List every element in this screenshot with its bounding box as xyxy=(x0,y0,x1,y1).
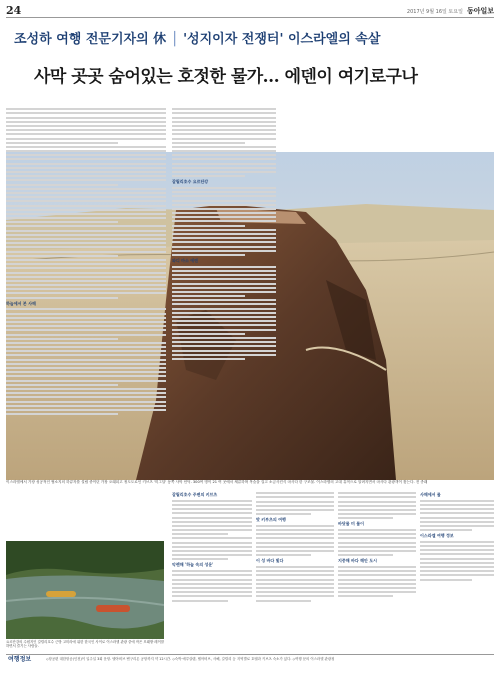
main-photo-caption: 이스라엘에서 가장 성공적인 협소지의 하류자를 설립 중이던 가장 오래되고 정도도로인 키브츠 '미그달' 동쪽 사막 언덕. 300여 명이 21 여 곳에서 체류하며 목숨을 걸고 소금사진식 마사다 한 구조물. 이스라엘의 고대 유적으로 알려지면서 마사다 관광객이 찾는다. 전 종래 xyxy=(6,480,428,484)
page-number: 24 xyxy=(6,4,22,17)
subhead-9: 지중해 바다 해안 도시 xyxy=(338,558,377,564)
page-header xyxy=(6,4,494,18)
river-photo-caption: 요르단강의 수원지인 갈릴리호수 근방 고미라에 위한 한국인 사이로 이스라엘 관광 중에 작은 모래밭 레이를 하면서 즐기는 사람들. xyxy=(6,640,165,648)
dateline-text: 2017년 9월 16일 토요일 xyxy=(406,9,463,15)
travel-info-title: 여행정보 xyxy=(8,656,32,663)
travel-info-box xyxy=(6,654,494,684)
subhead-8: 바닷물 미 물이 xyxy=(338,521,364,527)
river-photo-illustration xyxy=(6,541,164,639)
subhead-11: 이스라엘 여행 정보 xyxy=(420,533,454,539)
kicker-divider: │ xyxy=(170,32,184,47)
subhead-7: 이 성 바다 빛다 xyxy=(256,558,284,564)
subhead-6: 맛 키부츠의 여행 xyxy=(256,517,286,523)
subhead-10: 사해에서 물 xyxy=(420,492,441,497)
river-photo xyxy=(6,541,164,639)
paper-name: 동아일보 xyxy=(466,6,494,15)
subhead-2: 갈릴리호수 요르단강 xyxy=(172,179,209,185)
kicker-series: '성지이자 전쟁터' 이스라엘의 속살 xyxy=(183,32,381,47)
article-column-1 xyxy=(6,106,166,536)
subhead-4: 갈릴리호수 주변의 키브츠 xyxy=(172,492,218,497)
series-kicker xyxy=(14,28,380,47)
article-column-2 xyxy=(172,106,276,480)
kicker-author: 조성하 여행 전문기자의 休 xyxy=(14,32,167,47)
article-column-6 xyxy=(420,490,494,650)
article-column-4 xyxy=(256,490,334,650)
subhead-5: 악렌해 '하늘 속의 성운' xyxy=(172,562,214,568)
subhead-3: 와디 마소 에덴 xyxy=(172,257,198,263)
article-headline: 사막 곳곳 숨어있는 호젓한 물가… 에덴이 여기로구나 xyxy=(34,67,418,87)
travel-info-text: ◇항공편 대한항공(인천)이 일주일 3회 운항. 텔아비브 벤구리온 공항까지 약 12시간. ◇숙박 예루살렘, 텔아비브, 사해, 갈릴리 등 지역별로 호텔과 키브츠 숙소가 있다. ◇여행 문의 이스라엘 관광청 xyxy=(46,657,335,661)
subhead-1: 하늘에서 본 사해 xyxy=(6,300,36,306)
article-column-3 xyxy=(172,490,252,650)
page-dateline xyxy=(407,6,494,16)
article-column-5 xyxy=(338,490,416,650)
